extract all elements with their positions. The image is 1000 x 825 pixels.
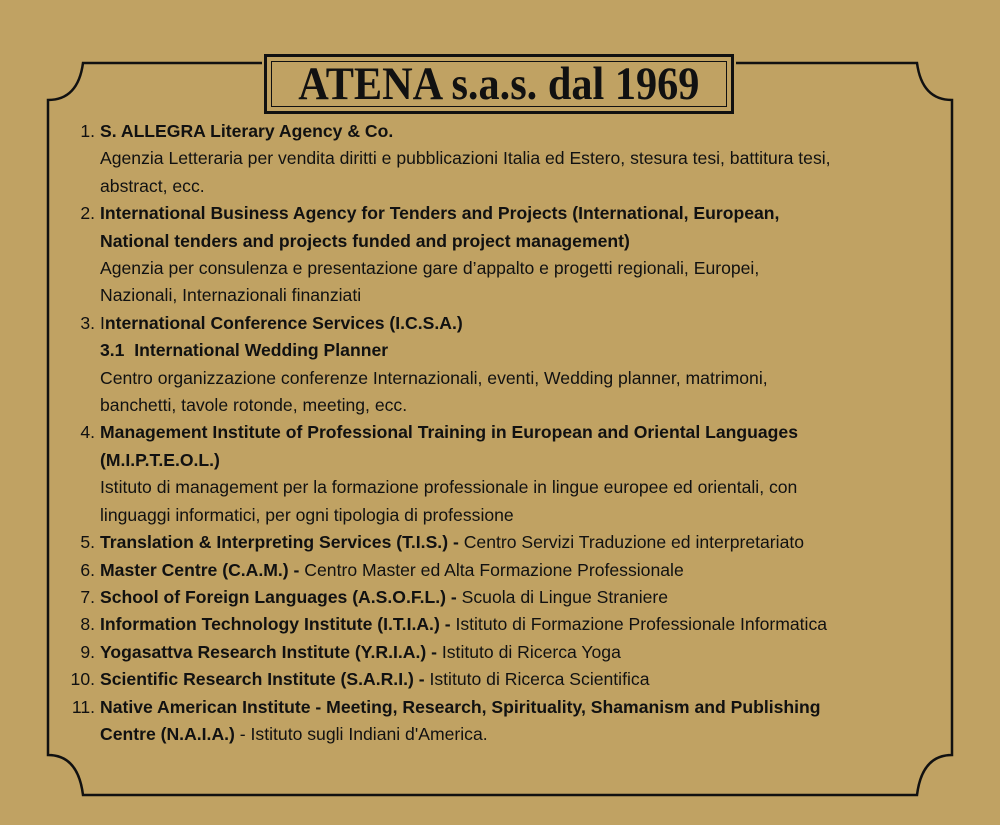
- item-number: 4.: [80, 422, 95, 443]
- sub-item-number: 3.1: [100, 340, 125, 361]
- item-number: 1.: [80, 121, 95, 141]
- item-description: Istituto di management per la formazione professionale in lingue europee ed orientali, con: [100, 477, 798, 498]
- item-description: banchetti, tavole rotonde, meeting, ecc.: [100, 395, 408, 416]
- list-item-7: [60, 584, 950, 611]
- item-name: Centre (N.A.I.A.): [100, 723, 235, 744]
- list-item-8: [60, 611, 950, 638]
- item-number: 6.: [80, 559, 95, 580]
- item-description: Istituto di Ricerca Scientifica: [424, 669, 650, 690]
- list-item-6: [60, 557, 950, 584]
- list-item-2: [60, 200, 950, 310]
- list-item-9: [60, 639, 950, 666]
- page-title: ATENA s.a.s. dal 1969: [298, 58, 700, 110]
- item-number: 10.: [70, 669, 95, 690]
- item-name: Management Institute of Professional Training in European and Oriental Languages: [100, 422, 798, 443]
- item-number: 3.: [80, 312, 95, 333]
- item-description: Centro Master ed Alta Formazione Professionale: [299, 559, 684, 580]
- item-description: Centro organizzazione conferenze Internazionali, eventi, Wedding planner, matrimoni,: [100, 367, 768, 388]
- list-item-3: [60, 310, 950, 420]
- item-number: 11.: [71, 696, 95, 717]
- item-description: - Istituto sugli Indiani d'America.: [234, 723, 488, 744]
- item-number: 5.: [80, 532, 95, 553]
- item-name: Information Technology Institute (I.T.I.A.) -: [100, 614, 451, 635]
- item-description: Agenzia per consulenza e presentazione gare d’appalto e progetti regionali, Europei,: [100, 258, 760, 279]
- item-name: Scientific Research Institute (S.A.R.I.) -: [100, 669, 425, 690]
- item-number: 7.: [80, 586, 95, 607]
- item-description: Centro Servizi Traduzione ed interpretariato: [458, 532, 805, 553]
- item-name: Native American Institute - Meeting, Research, Spirituality, Shamanism and Publishing: [100, 696, 821, 717]
- item-name: Translation & Interpreting Services (T.I.S.) -: [100, 532, 459, 553]
- item-number: 2.: [80, 203, 95, 224]
- list-item-10: [60, 666, 950, 693]
- sub-item-label: International Wedding Planner: [134, 340, 389, 361]
- item-number: 8.: [80, 614, 95, 635]
- item-name: International Business Agency for Tenders and Projects (International, European,: [100, 203, 780, 224]
- item-description: Nazionali, Internazionali finanziati: [100, 285, 362, 306]
- item-name: Master Centre (C.A.M.) -: [100, 559, 300, 580]
- item-description: Scuola di Lingue Straniere: [456, 586, 669, 607]
- item-name: Yogasattva Research Institute (Y.R.I.A.) -: [100, 641, 437, 662]
- title-box: [264, 54, 734, 114]
- sub-item-3-1: [100, 337, 768, 364]
- item-number: 9.: [80, 641, 95, 662]
- item-description: Istituto di Ricerca Yoga: [436, 641, 621, 662]
- list-item-4: [60, 419, 950, 529]
- item-name: (M.I.P.T.E.O.L.): [100, 449, 220, 470]
- item-description: linguaggi informatici, per ogni tipologia di professione: [100, 504, 514, 525]
- item-name: [100, 310, 768, 337]
- item-name-rest: nternational Conference Services (I.C.S.A.): [104, 312, 463, 333]
- list-item-5: [60, 529, 950, 556]
- item-name: School of Foreign Languages (A.S.O.F.L.) -: [100, 586, 457, 607]
- item-name: National tenders and projects funded and project management): [100, 230, 630, 251]
- item-name-initial: I: [100, 312, 105, 333]
- item-name: S. ALLEGRA Literary Agency & Co.: [100, 121, 394, 141]
- item-description: abstract, ecc.: [100, 175, 205, 196]
- list-item-1: [60, 118, 950, 200]
- services-list: [60, 118, 950, 748]
- item-description: Istituto di Formazione Professionale Informatica: [450, 614, 828, 635]
- item-description: Agenzia Letteraria per vendita diritti e pubblicazioni Italia ed Estero, stesura tesi, battitura tesi,: [100, 148, 831, 169]
- list-item-11: [60, 694, 950, 749]
